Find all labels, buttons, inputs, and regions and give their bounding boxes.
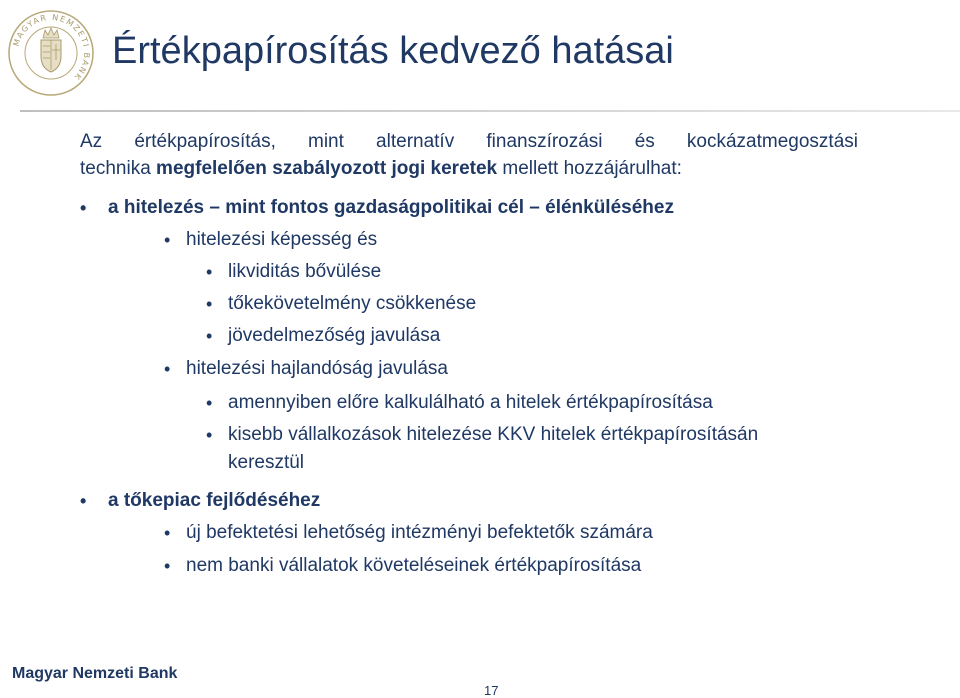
bullet-kkv [206,419,759,451]
bullet-text: a tőkepiac fejlődéséhez [108,490,321,511]
bullet-tokepiac [80,485,321,517]
bullet-text: hitelezési képesség és [186,229,378,250]
bullet-text: jövedelmezőség javulása [228,325,441,346]
svg-text:MAGYAR NEMZETI BANK: MAGYAR NEMZETI BANK [11,12,92,83]
bullet-jovedelmezoseg [206,320,441,352]
bullet-befektetesi-lehetoseg [164,517,653,549]
bullet-icon: • [164,230,171,250]
intro-paragraph [80,128,858,182]
bullet-icon: • [206,326,213,346]
bullet-icon: • [206,262,213,282]
bullet-text: kisebb vállalkozások hitelezése KKV hitelek értékpapírosításán [228,424,759,445]
bullet-nem-banki [164,550,642,582]
intro-text-end: mellett hozzájárulhat: [497,158,682,179]
intro-line-1: Az értékpapírosítás, mint alternatív finanszírozási és kockázatmegosztási [80,131,858,152]
bullet-text: tőkekövetelmény csökkenése [228,293,477,314]
intro-bold-text: megfelelően szabályozott jogi keretek [156,158,498,179]
bullet-icon: • [164,523,171,543]
bullet-text: amennyiben előre kalkulálható a hitelek értékpapírosítása [228,392,713,413]
bullet-hajlandosag [164,353,448,385]
bullet-text: a hitelezés – mint fontos gazdaságpolitikai cél – élénküléséhez [108,197,674,218]
slide-title: Értékpapírosítás kedvező hatásai [112,30,674,72]
bullet-icon: • [164,556,171,576]
bullet-text: likviditás bővülése [228,261,382,282]
bullet-icon: • [206,294,213,314]
footer-brand: Magyar Nemzeti Bank [12,665,178,682]
page-number: 17 [484,683,499,698]
bullet-text: új befektetési lehetőség intézményi befektetők számára [186,522,653,543]
bullet-icon: • [164,359,171,379]
bullet-icon: • [80,491,87,511]
bullet-icon: • [206,393,213,413]
bullet-icon: • [206,425,213,445]
bullet-likviditas [206,256,382,288]
bullet-kalkulalhato [206,387,713,419]
intro-line-2 [80,155,858,182]
bullet-kkv-continuation: keresztül [228,452,305,473]
bullet-tokekovetelmeny [206,288,477,320]
bullet-hitelezes [80,192,674,224]
bullet-icon: • [80,198,87,218]
bullet-text: hitelezési hajlandóság javulása [186,358,448,379]
bullet-hitelezesi-kepesseg [164,224,378,256]
intro-text: technika [80,158,157,179]
bullet-text: nem banki vállalatok követeléseinek értékpapírosítása [186,555,642,576]
